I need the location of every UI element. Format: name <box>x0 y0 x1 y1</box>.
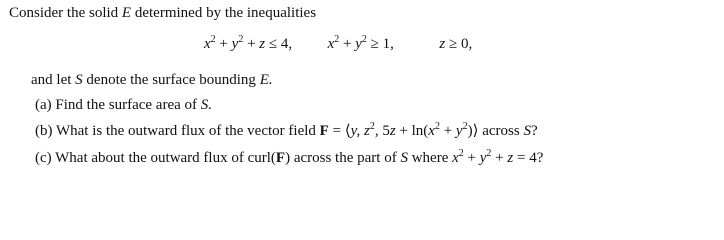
vector-field-symbol: F <box>319 123 329 139</box>
part-c-surface: S <box>400 150 408 166</box>
problem-intro <box>9 4 316 22</box>
part-c-label: (c) <box>35 150 52 166</box>
part-c-text: What about the outward flux of curl(F) across the part of <box>55 150 397 166</box>
surface-text-pre: and let <box>31 72 72 88</box>
part-b-tail: across S? <box>482 123 538 139</box>
part-a-tail: S. <box>200 97 213 113</box>
inequality-1: $x^2 + y^2 + z \le 4$, <box>204 34 293 52</box>
surface-text-end: E. <box>259 72 273 88</box>
part-c-tail: where $x^2 + y^2 + z = 4$? <box>411 148 544 166</box>
inequality-2: $x^2 + y^2 \ge 1$, <box>327 34 394 52</box>
vector-field-definition: = ⟨y, $z^2$, $5z + \ln(x^2$ + $y^2)⟩$ <box>332 121 479 139</box>
part-a <box>35 96 212 114</box>
part-a-label: (a) <box>35 97 52 113</box>
surface-text-mid: denote the surface bounding <box>86 72 256 88</box>
intro-tail: determined by the inequalities <box>134 5 317 21</box>
part-c <box>35 149 543 167</box>
intro-text: Consider the solid <box>9 5 119 21</box>
inequalities-display <box>204 35 472 53</box>
part-b-text: What is the outward flux of the vector field <box>55 123 316 139</box>
surface-symbol: S <box>75 72 83 88</box>
part-b <box>35 122 538 140</box>
solid-symbol: E <box>121 5 132 21</box>
part-b-label: (b) <box>35 123 53 139</box>
surface-definition <box>31 71 273 89</box>
inequality-3: z ≥ 0, <box>439 36 473 52</box>
part-a-text: Find the surface area of <box>55 97 198 113</box>
